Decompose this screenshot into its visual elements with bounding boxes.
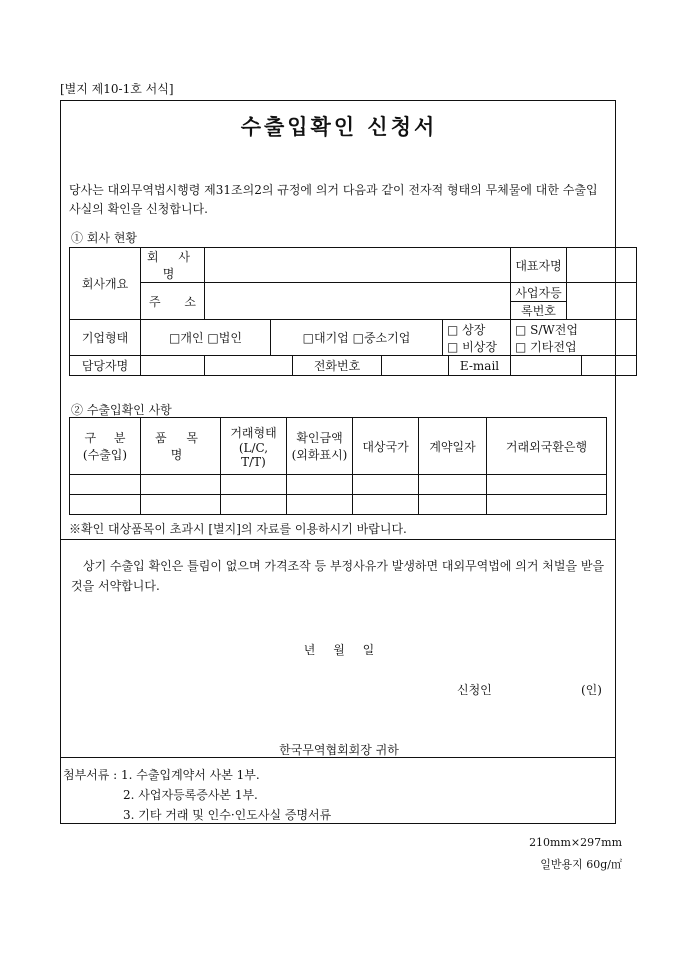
biz-reg-label-2: 록번호 — [511, 302, 567, 320]
contact-label: 담당자명 — [70, 356, 141, 376]
representative-field[interactable] — [567, 248, 637, 283]
checkbox-corporation[interactable]: □법인 — [207, 331, 242, 345]
pledge-text: 상기 수출입 확인은 틀림이 없으며 가격조작 등 부정사유가 발생하면 대외무역법에 의거 처벌을 받을 것을 서약합니다. — [71, 559, 605, 593]
intro-text: 당사는 대외무역법시행령 제31조의2의 규정에 의거 다음과 같이 전자적 형태의 무체물에 대한 수출입사실의 확인을 신청합니다. — [69, 183, 598, 216]
company-type-business[interactable] — [511, 320, 637, 356]
section2-heading: ② 수출입확인 사항 — [71, 403, 172, 417]
checkbox-listed[interactable]: □ 상장 — [447, 322, 486, 337]
phone-field[interactable] — [382, 356, 449, 376]
contact-field-1[interactable] — [141, 356, 205, 376]
email-label: E-mail — [449, 356, 511, 376]
contact-field-2[interactable] — [205, 356, 293, 376]
checkbox-unlisted[interactable]: □ 비상장 — [447, 339, 497, 354]
paper-weight: 일반용지 60g/㎡ — [540, 858, 622, 871]
page-title: 수출입확인 신청서 — [240, 114, 438, 139]
email-field[interactable] — [511, 356, 582, 376]
checkbox-large[interactable]: □대기업 — [302, 331, 349, 345]
col-date: 계약일자 — [419, 418, 487, 475]
company-type-label: 기업형태 — [70, 320, 141, 356]
addressee: 한국무역협회회장 귀하 — [279, 743, 399, 757]
biz-reg-field[interactable] — [567, 283, 637, 320]
table-note: ※확인 대상품목이 초과시 [별지]의 자료를 이용하시기 바랍니다. — [69, 522, 407, 536]
form-label: [별지 제10-1호 서식] — [60, 82, 174, 96]
company-type-ownership[interactable] — [141, 320, 271, 356]
address-label: 주 소 — [141, 283, 205, 320]
seal-mark: (인) — [581, 683, 602, 697]
col-country: 대상국가 — [353, 418, 419, 475]
company-type-size[interactable] — [271, 320, 443, 356]
attachment-2: 2. 사업자등록증사본 1부. — [123, 788, 258, 802]
checkbox-sme[interactable]: □중소기업 — [352, 331, 411, 345]
col-category: 구 분 (수출입) — [70, 418, 141, 475]
address-field[interactable] — [205, 283, 511, 320]
phone-label: 전화번호 — [293, 356, 382, 376]
email-extra[interactable] — [582, 356, 637, 376]
divider — [61, 757, 615, 758]
attachment-3: 3. 기타 거래 및 인수·인도사실 증명서류 — [123, 808, 332, 822]
divider — [61, 539, 615, 540]
representative-label: 대표자명 — [511, 248, 567, 283]
company-table — [69, 247, 637, 376]
table-row[interactable] — [70, 495, 607, 515]
form-frame — [60, 100, 616, 824]
date-line: 년 월 일 — [303, 643, 375, 657]
col-bank: 거래외국환은행 — [487, 418, 607, 475]
checkbox-other[interactable]: □ 기타전업 — [515, 339, 577, 354]
biz-reg-label-1: 사업자등 — [511, 283, 567, 302]
trade-table — [69, 417, 607, 515]
paper-size: 210mm×297mm — [529, 836, 622, 849]
attachments-label: 첨부서류 : 1. 수출입계약서 사본 1부. — [63, 768, 260, 782]
checkbox-sw[interactable]: □ S/W전업 — [515, 322, 578, 337]
section1-heading: ① 회사 현황 — [71, 231, 137, 245]
checkbox-individual[interactable]: □개인 — [169, 331, 204, 345]
col-amount: 확인금액 (외화표시) — [287, 418, 353, 475]
company-name-field[interactable] — [205, 248, 511, 283]
col-trade-type: 거래형태 (L/C, T/T) — [221, 418, 287, 475]
company-name-label: 회 사 명 — [141, 248, 205, 283]
table-row[interactable] — [70, 475, 607, 495]
col-item: 품 목 명 — [141, 418, 221, 475]
applicant-label: 신청인 — [457, 683, 492, 697]
company-overview-label: 회사개요 — [70, 248, 141, 320]
company-type-listing[interactable] — [443, 320, 511, 356]
